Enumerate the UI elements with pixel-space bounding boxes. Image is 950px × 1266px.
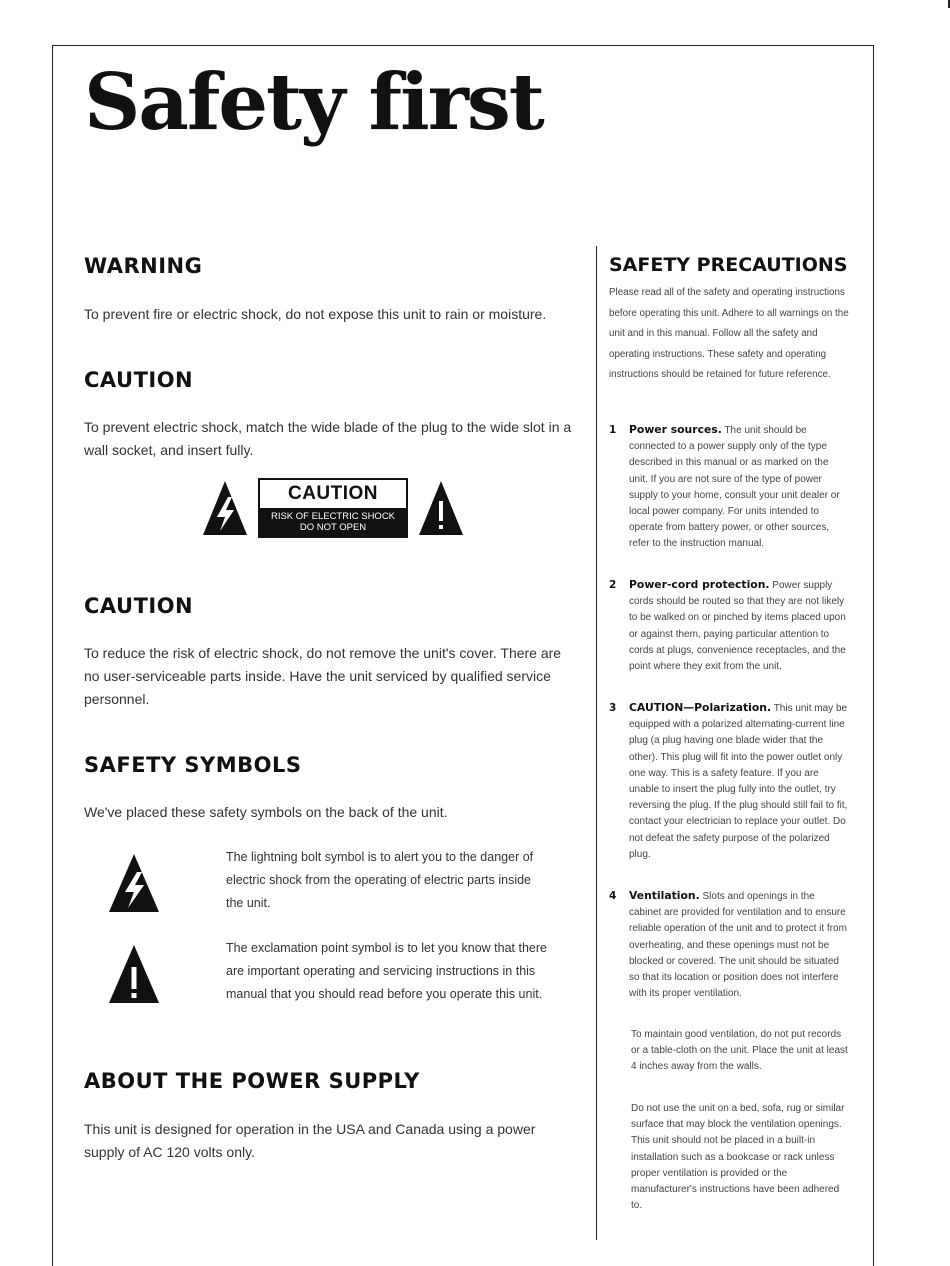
precaution-title: Ventilation. — [629, 889, 700, 902]
lightning-symbol-row — [84, 846, 546, 915]
caution-label-line-1: RISK OF ELECTRIC SHOCK — [270, 511, 396, 522]
caution-heading-2: CAUTION — [84, 594, 194, 618]
exclamation-symbol-row — [84, 937, 556, 1006]
precaution-body — [629, 422, 849, 553]
caution-label-line-2: DO NOT OPEN — [299, 522, 367, 533]
safety-precautions-intro: Please read all of the safety and operating instructions before operating this unit. Adhere to all warnings on the unit and in this manual. Follow all the safety and operating instructions. These safety and operating instructions should be retained for future reference. — [609, 287, 849, 380]
precaution-item-2 — [609, 577, 849, 675]
caution-text-2: To reduce the risk of electric shock, do not remove the unit's cover. There are no user-serviceable parts inside. Have the unit serviced by qualified service personnel. — [84, 645, 562, 707]
warning-heading: WARNING — [84, 254, 203, 278]
precaution-item-3 — [609, 700, 849, 863]
safety-symbols-heading: SAFETY SYMBOLS — [84, 753, 302, 777]
page-title: Safety first — [84, 57, 543, 148]
precaution-item-1 — [609, 422, 849, 553]
caution-heading-1: CAUTION — [84, 368, 194, 392]
caution-label-box — [258, 478, 408, 538]
precaution-body — [629, 700, 849, 863]
lightning-bolt-icon — [108, 852, 160, 914]
power-supply-heading: ABOUT THE POWER SUPPLY — [84, 1069, 420, 1093]
ventilation-extra-1: To maintain good ventilation, do not put records or a table-cloth on the unit. Place the unit at least 4 inches away from the walls. — [631, 1029, 848, 1073]
caution-label-text — [259, 509, 407, 537]
precaution-title: CAUTION—Polarization. — [629, 701, 772, 714]
precaution-body — [629, 577, 849, 675]
column-divider — [596, 246, 597, 1240]
caution-label-graphic — [202, 478, 464, 538]
safety-precautions-heading: SAFETY PRECAUTIONS — [609, 254, 848, 276]
caution-text-1: To prevent electric shock, match the wide blade of the plug to the wide slot in a wall socket, and insert fully. — [84, 419, 572, 458]
warning-text: To prevent fire or electric shock, do not expose this unit to rain or moisture. — [84, 306, 547, 322]
precaution-body — [629, 888, 849, 1002]
lightning-warning-icon — [202, 479, 248, 537]
precaution-title: Power sources. — [629, 423, 722, 436]
lightning-symbol-text: The lightning bolt symbol is to alert you to the danger of electric shock from the operating of electric parts inside the unit. — [226, 850, 534, 910]
safety-symbols-intro: We've placed these safety symbols on the back of the unit. — [84, 804, 448, 820]
precaution-text: This unit may be equipped with a polarized alternating-current line plug (a plug having one blade wider that the other). This plug will fit into the power outlet only one way. This is a safety feature. If you are unable to insert the plug fully into the outlet, try reversing the plug. If the plug should still fail to fit, contact your electrician to replace your outlet. Do not defeat the safety purpose of the polarized plug. — [629, 703, 848, 860]
precaution-item-4 — [609, 888, 849, 1002]
precaution-text: Power supply cords should be routed so that they are not likely to be walked on or pinched by items placed upon or against them, paying particular attention to cords at plugs, convenience receptacles, and the point where they exit from the unit. — [629, 580, 846, 673]
precaution-number: 2 — [609, 579, 617, 591]
precaution-text: The unit should be connected to a power supply only of the type described in this manual or as marked on the unit. If you are not sure of the type of power supply to your home, consult your unit dealer or local power company. For units intended to operate from battery power, or other sources, refer to the instruction manual. — [629, 425, 840, 550]
ventilation-extra-2: Do not use the unit on a bed, sofa, rug or similar surface that may block the ventilation openings. This unit should not be placed in a built-in installation such as a bookcase or rack unless proper ventilation is provided or the manufacturer's instructions have been adhered to. — [631, 1103, 845, 1212]
precaution-number: 4 — [609, 890, 617, 902]
exclamation-symbol-text: The exclamation point symbol is to let you know that there are important operating and servicing instructions in this manual that you should read before you operate this unit. — [226, 941, 547, 1001]
precaution-number: 1 — [609, 424, 617, 436]
precaution-title: Power-cord protection. — [629, 578, 770, 591]
caution-label-title: CAUTION — [260, 480, 406, 508]
exclamation-point-icon — [108, 943, 160, 1005]
power-supply-text: This unit is designed for operation in the USA and Canada using a power supply of AC 120 volts only. — [84, 1121, 536, 1160]
exclamation-warning-icon — [418, 479, 464, 537]
precaution-number: 3 — [609, 702, 617, 714]
precaution-text: Slots and openings in the cabinet are provided for ventilation and to ensure reliable operation of the unit and to protect it from overheating, and these openings must not be blocked or covered. The unit should be situated so that its location or position does not interfere with its proper ventilation. — [629, 891, 847, 1000]
